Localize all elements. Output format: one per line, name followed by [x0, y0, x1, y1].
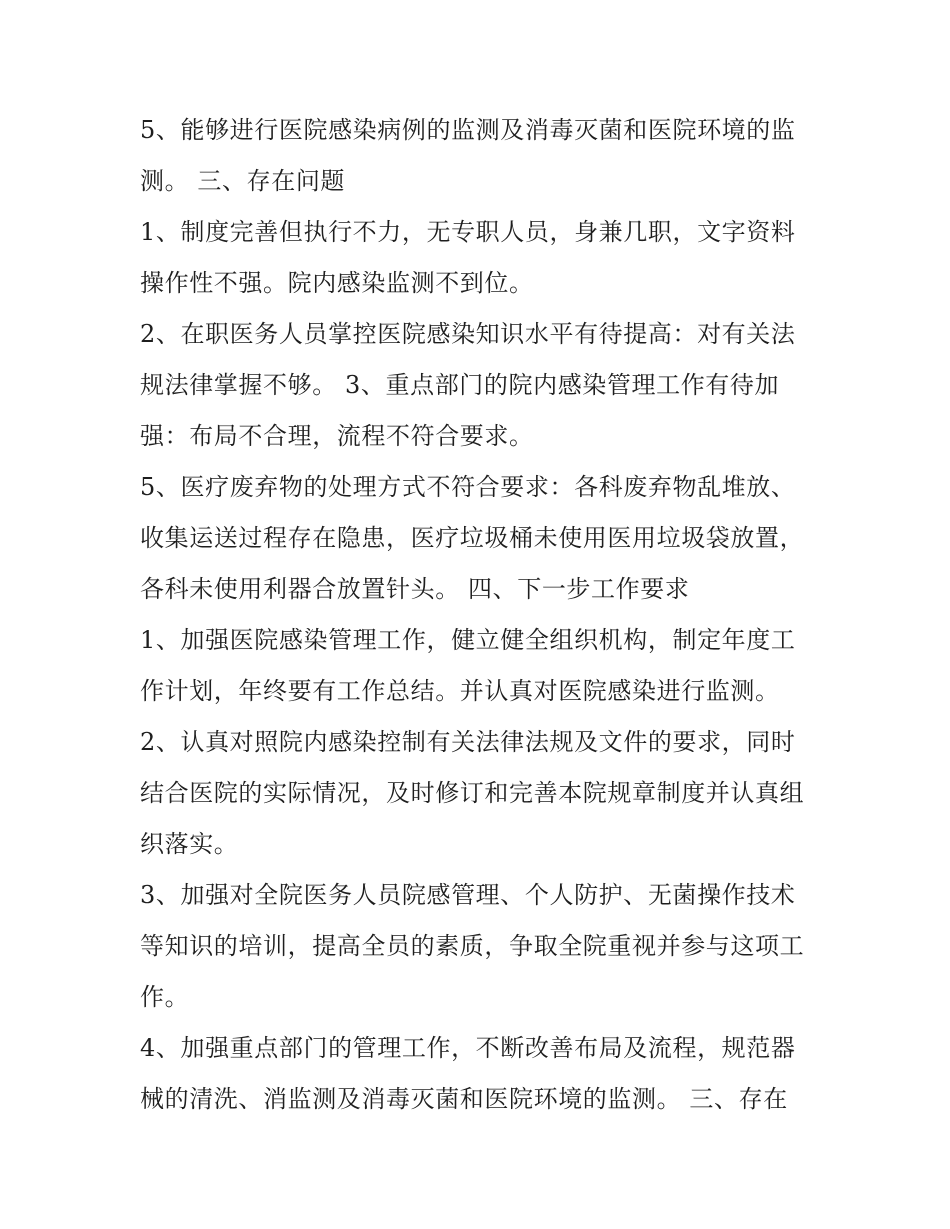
text-line: 强：布局不合理，流程不符合要求。 [140, 422, 534, 450]
document-body [140, 105, 820, 1125]
text-line: 作。 [140, 983, 190, 1011]
text-line: 规法律掌握不够。 3、重点部门的院内感染管理工作有待加 [140, 371, 780, 399]
text-line: 2、认真对照院内感染控制有关法律法规及文件的要求，同时 [140, 728, 796, 756]
text-line: 收集运送过程存在隐患，医疗垃圾桶未使用医用垃圾袋放置， [140, 524, 805, 552]
text-line: 4、加强重点部门的管理工作，不断改善布局及流程，规范器 [140, 1034, 796, 1062]
text-line: 操作性不强。院内感染监测不到位。 [140, 269, 534, 297]
text-line: 3、加强对全院医务人员院感管理、个人防护、无菌操作技术 [140, 881, 796, 909]
text-line: 5、能够进行医院感染病例的监测及消毒灭菌和医院环境的监 [140, 116, 796, 144]
text-line: 1、加强医院感染管理工作，健立健全组织机构，制定年度工 [140, 626, 796, 654]
text-line: 各科未使用利器合放置针头。 四、下一步工作要求 [140, 575, 690, 603]
text-line: 等知识的培训，提高全员的素质，争取全院重视并参与这项工 [140, 932, 805, 960]
text-line: 5、医疗废弃物的处理方式不符合要求：各科废弃物乱堆放、 [140, 473, 796, 501]
text-line: 测。 三、存在问题 [140, 167, 346, 195]
text-line: 1、制度完善但执行不力，无专职人员，身兼几职，文字资料 [140, 218, 796, 246]
text-line: 织落实。 [140, 830, 239, 858]
text-line: 结合医院的实际情况，及时修订和完善本院规章制度并认真组 [140, 779, 805, 807]
text-line: 2、在职医务人员掌控医院感染知识水平有待提高：对有关法 [140, 320, 796, 348]
text-line: 作计划，年终要有工作总结。并认真对医院感染进行监测。 [140, 677, 780, 705]
text-line: 械的清洗、消监测及消毒灭菌和医院环境的监测。 三、存在 [140, 1085, 788, 1113]
